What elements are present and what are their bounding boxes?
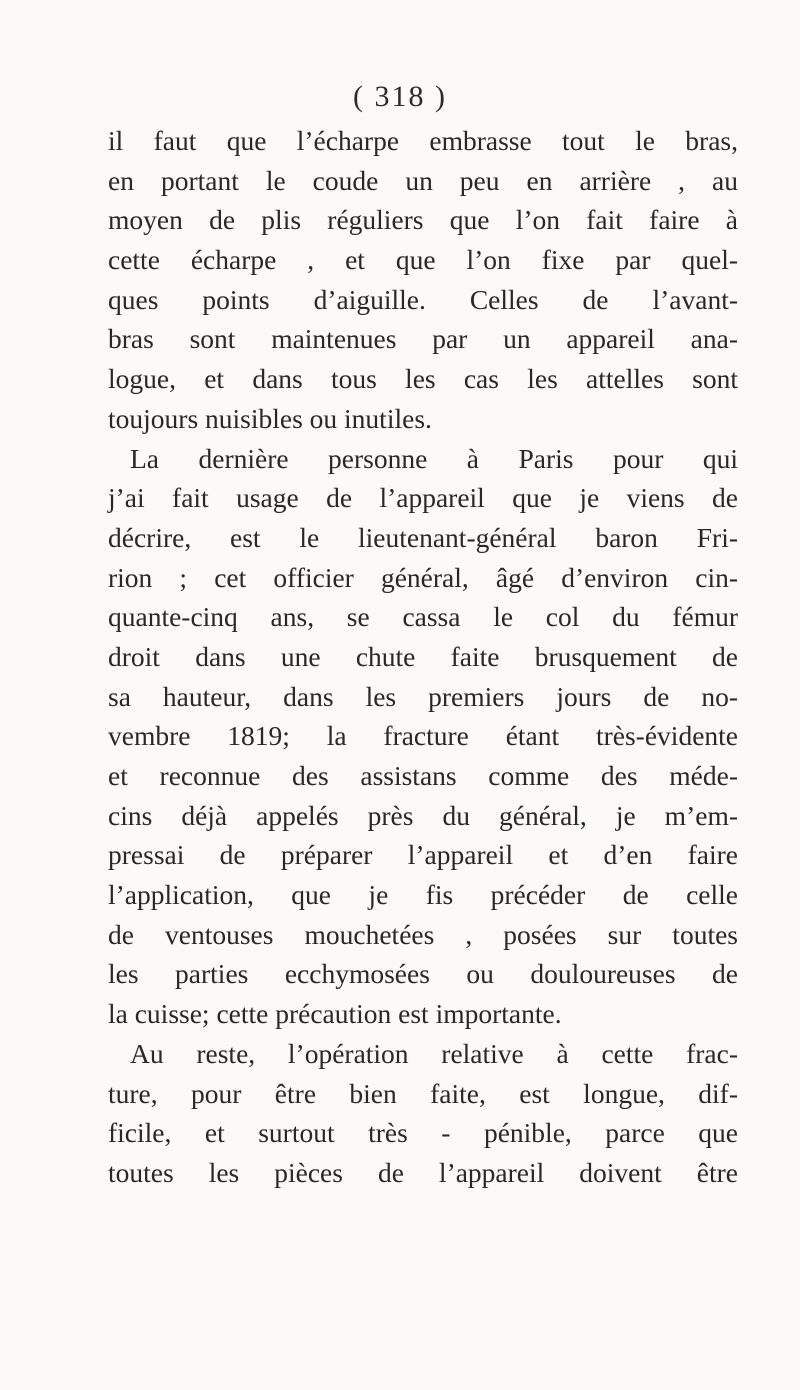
text-line: droit dans une chute faite brusquement de xyxy=(108,640,738,672)
text-line: il faut que l’écharpe embrasse tout le bras, xyxy=(108,125,738,156)
text-line: La dernière personne à Paris pour qui xyxy=(130,442,738,474)
text-line: quante-cinq ans, se cassa le col du fémur xyxy=(108,601,738,633)
text-line: pressai de préparer l’appareil et d’en faire xyxy=(108,839,738,871)
text-line: ques points d’aiguille. Celles de l’avant- xyxy=(108,283,738,315)
text-line: j’ai fait usage de l’appareil que je viens de xyxy=(108,482,738,514)
text-line: sa hauteur, dans les premiers jours de no- xyxy=(108,680,738,712)
body-text xyxy=(108,121,738,1193)
page-number-header: ( 318 ) xyxy=(353,80,447,113)
text-line: ficile, et surtout très - pénible, parce que xyxy=(108,1117,738,1149)
text-line: Au reste, l’opération relative à cette frac- xyxy=(130,1037,738,1069)
text-line: les parties ecchymosées ou douloureuses de xyxy=(108,958,738,990)
text-line: cette écharpe , et que l’on fixe par quel- xyxy=(108,244,738,276)
text-line: vembre 1819; la fracture étant très-évidente xyxy=(108,720,738,752)
text-line: et reconnue des assistans comme des méde- xyxy=(108,760,738,791)
text-line: la cuisse; cette précaution est importante. xyxy=(108,998,562,1030)
text-line: décrire, est le lieutenant-général baron Fri- xyxy=(108,521,738,553)
text-line: en portant le coude un peu en arrière , au xyxy=(108,164,738,196)
text-line: de ventouses mouchetées , posées sur toutes xyxy=(108,918,738,950)
text-line: logue, et dans tous les cas les attelles sont xyxy=(108,363,738,395)
text-line: rion ; cet officier général, âgé d’environ cin- xyxy=(108,561,738,593)
text-line: toutes les pièces de l’appareil doivent être xyxy=(108,1156,738,1188)
text-line: ture, pour être bien faite, est longue, dif- xyxy=(108,1077,738,1109)
text-line: moyen de plis réguliers que l’on fait faire à xyxy=(108,204,738,236)
text-line: bras sont maintenues par un appareil ana- xyxy=(108,323,738,355)
text-line: toujours nuisibles ou inutiles. xyxy=(108,402,432,434)
text-line: cins déjà appelés près du général, je m’em- xyxy=(108,799,738,831)
text-line: l’application, que je fis précéder de celle xyxy=(108,879,738,911)
